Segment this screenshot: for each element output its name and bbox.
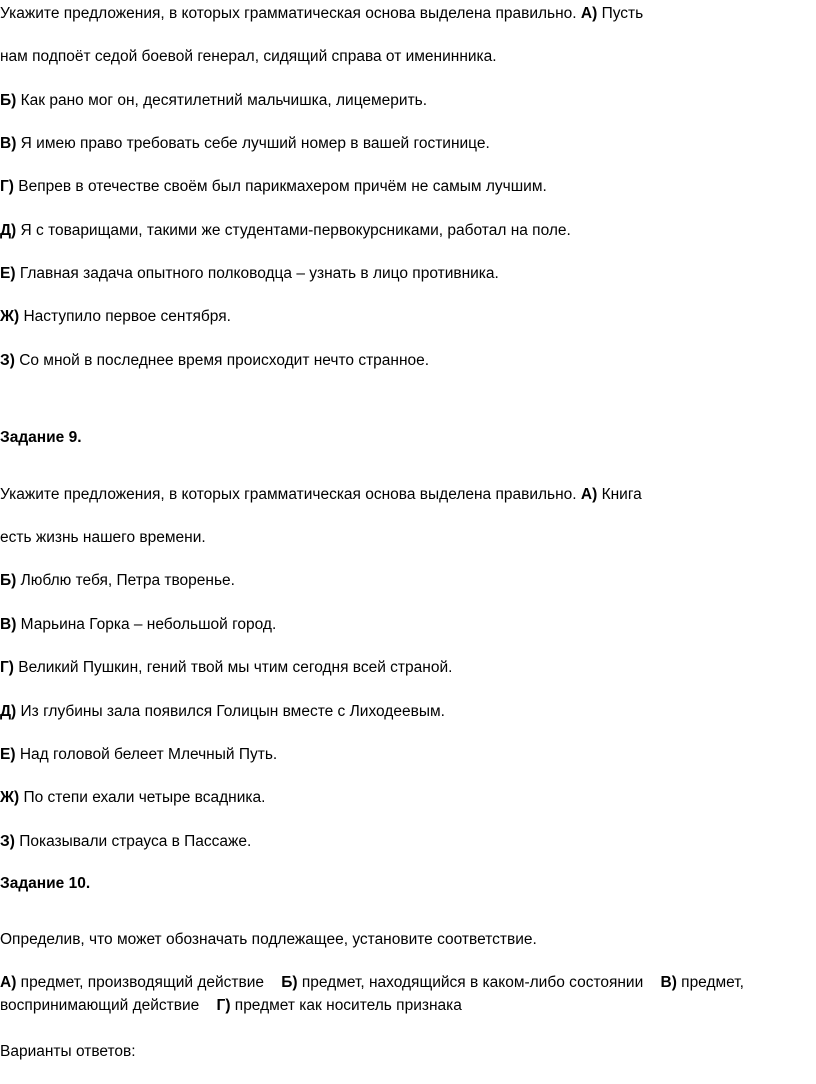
task9-item-a-continued (0, 528, 206, 548)
task8-intro-line (0, 4, 643, 24)
task9-item-g-text: Великий Пушкин, гений твой мы чтим сегодня всей страной. (18, 659, 453, 676)
task9-item-b (0, 571, 235, 591)
task10-option-a-text: предмет, производящий действие (20, 974, 265, 991)
task9-item-d-letter: Д) (0, 703, 17, 720)
task9-item-g-letter: Г) (0, 659, 14, 676)
task10-title-line (0, 874, 90, 894)
task10-intro: Определив, что может обозначать подлежащее, установите соответствие. (0, 931, 537, 948)
task10-intro-line (0, 930, 537, 950)
task8-item-zh (0, 307, 231, 327)
task9-item-a-text-end: есть жизнь нашего времени. (0, 529, 206, 546)
task9-item-v (0, 615, 276, 635)
task9-item-v-letter: В) (0, 616, 17, 633)
task9-item-e-text: Над головой белеет Млечный Путь. (19, 746, 278, 763)
task8-item-g-letter: Г) (0, 178, 14, 195)
task8-item-v (0, 134, 490, 154)
task10-options (0, 971, 810, 1017)
task8-item-zh-letter: Ж) (0, 308, 20, 325)
task8-item-d (0, 221, 571, 241)
task10-answers-label: Варианты ответов: (0, 1043, 136, 1060)
task9-item-e (0, 745, 277, 765)
task8-item-z-text: Со мной в последнее время происходит нечто странное. (19, 352, 430, 369)
task8-item-a-text-start: Пусть (601, 5, 644, 22)
task8-item-z-letter: З) (0, 352, 15, 369)
task10-title: Задание 10. (0, 875, 91, 892)
task9-item-z-text: Показывали страуса в Пассаже. (19, 833, 252, 850)
task9-intro: Укажите предложения, в которых грамматическая основа выделена правильно. (0, 486, 577, 503)
task10-option-g-text: предмет как носитель признака (234, 997, 462, 1014)
task9-title-line (0, 428, 82, 448)
task8-item-b (0, 91, 427, 111)
task9-title: Задание 9. (0, 429, 82, 446)
task8-intro: Укажите предложения, в которых грамматическая основа выделена правильно. (0, 5, 577, 22)
task9-item-d (0, 702, 445, 722)
task8-item-a-continued (0, 47, 497, 67)
task8-item-e-letter: Е) (0, 265, 16, 282)
task9-item-z-letter: З) (0, 833, 15, 850)
task8-item-d-text: Я с товарищами, такими же студентами-первокурсниками, работал на поле. (20, 222, 571, 239)
task9-item-a-letter: А) (580, 486, 598, 503)
task10-option-g-letter: Г) (216, 997, 231, 1014)
task8-item-e (0, 264, 499, 284)
task9-item-zh-letter: Ж) (0, 789, 20, 806)
task8-item-b-letter: Б) (0, 92, 17, 109)
task10-option-v-text: предмет, воспринимающий действие (0, 974, 744, 1014)
task8-item-d-letter: Д) (0, 222, 17, 239)
task9-item-zh-text: По степи ехали четыре всадника. (23, 789, 266, 806)
task8-item-z (0, 351, 429, 371)
task8-item-v-letter: В) (0, 135, 17, 152)
task8-item-b-text: Как рано мог он, десятилетний мальчишка, лицемерить. (20, 92, 428, 109)
task9-item-g (0, 658, 452, 678)
task8-item-g (0, 177, 547, 197)
task8-item-zh-text: Наступило первое сентября. (23, 308, 231, 325)
task9-item-e-letter: Е) (0, 746, 16, 763)
task9-item-z (0, 832, 251, 852)
task8-item-a-letter: А) (580, 5, 598, 22)
task9-intro-line (0, 485, 642, 505)
task8-item-e-text: Главная задача опытного полководца – узнать в лицо противника. (19, 265, 499, 282)
task10-option-a-letter: А) (0, 974, 17, 991)
task9-item-v-text: Марьина Горка – небольшой город. (20, 616, 277, 633)
task8-item-v-text: Я имею право требовать себе лучший номер в вашей гостинице. (20, 135, 490, 152)
task10-answers-label-line (0, 1042, 136, 1062)
task10-option-v-letter: В) (660, 974, 677, 991)
task9-item-zh (0, 788, 265, 808)
task9-item-a-text-start: Книга (601, 486, 642, 503)
task9-item-b-text: Люблю тебя, Петра творенье. (20, 572, 235, 589)
task10-option-b-text: предмет, находящийся в каком-либо состоянии (301, 974, 644, 991)
task8-item-g-text: Вепрев в отечестве своём был парикмахером причём не самым лучшим. (18, 178, 547, 195)
task10-option-b-letter: Б) (281, 974, 298, 991)
task8-item-a-text-end: нам подпоёт седой боевой генерал, сидящий справа от именинника. (0, 48, 497, 65)
task9-item-b-letter: Б) (0, 572, 17, 589)
task9-item-d-text: Из глубины зала появился Голицын вместе с Лиходеевым. (20, 703, 445, 720)
